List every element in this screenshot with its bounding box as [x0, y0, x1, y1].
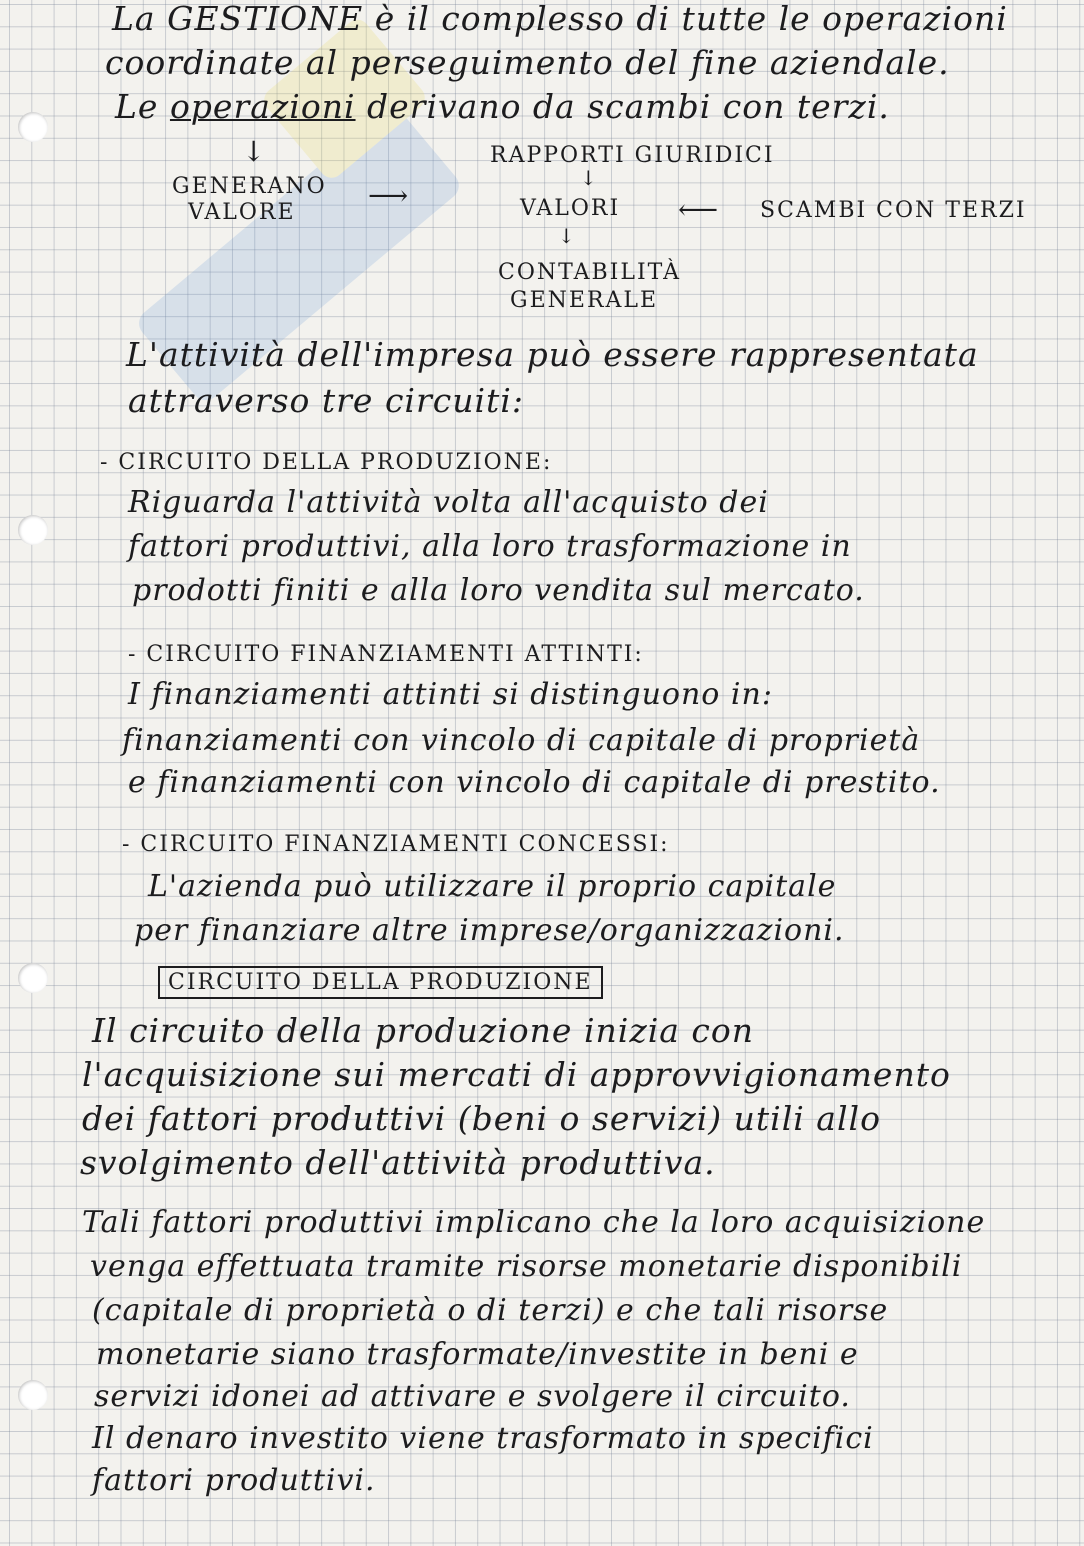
intro-text: La — [112, 0, 168, 38]
intro-line-2: coordinate al perseguimento del fine aziendale. — [105, 43, 950, 82]
rapporti-label: RAPPORTI GIURIDICI — [490, 143, 775, 168]
intro-line-1 — [112, 0, 1008, 38]
circuito-produzione-line-1: Riguarda l'attività volta all'acquisto dei — [128, 485, 769, 520]
contabilita-label: CONTABILITÀ — [498, 260, 681, 285]
circuito-produzione-line-2: fattori produttivi, alla loro trasformazione in — [128, 529, 852, 564]
body-line: venga effettuata tramite risorse monetarie disponibili — [90, 1249, 963, 1284]
circuito-concessi-heading: - CIRCUITO FINANZIAMENTI CONCESSI: — [122, 832, 670, 857]
intro-text: Le — [115, 87, 170, 126]
binder-hole — [18, 515, 48, 545]
valori-label: VALORI — [520, 196, 621, 221]
circuito-attinti-heading: - CIRCUITO FINANZIAMENTI ATTINTI: — [128, 642, 644, 667]
intro-line-3 — [115, 87, 890, 126]
circuito-produzione-line-3: prodotti finiti e alla loro vendita sul mercato. — [132, 573, 865, 608]
arrow-left-icon: ⟵ — [678, 193, 719, 226]
binder-hole — [18, 112, 48, 142]
attivita-line-1: L'attività dell'impresa può essere rappresentata — [126, 335, 979, 374]
body-line: dei fattori produttivi (beni o servizi) utili allo — [82, 1099, 881, 1138]
circuito-concessi-line-2: per finanziare altre imprese/organizzazioni. — [134, 913, 845, 948]
attivita-line-2: attraverso tre circuiti: — [128, 381, 524, 420]
intro-text: derivano da scambi con terzi. — [355, 87, 890, 126]
body-line: Il circuito della produzione inizia con — [92, 1011, 755, 1050]
circuito-concessi-line-1: L'azienda può utilizzare il proprio capitale — [148, 869, 837, 904]
circuito-attinti-line-2: finanziamenti con vincolo di capitale di proprietà — [122, 723, 921, 758]
body-line: l'acquisizione sui mercati di approvvigionamento — [82, 1055, 951, 1094]
body-line: svolgimento dell'attività produttiva. — [80, 1143, 716, 1182]
generale-label: GENERALE — [510, 288, 659, 313]
arrow-down-icon: ↓ — [558, 224, 575, 248]
body-line: (capitale di proprietà o di terzi) e che tali risorse — [92, 1293, 889, 1328]
circuito-attinti-line-3: e finanziamenti con vincolo di capitale di prestito. — [128, 765, 941, 800]
circuito-attinti-line-1: I finanziamenti attinti si distinguono in: — [128, 677, 773, 712]
valore-label: VALORE — [188, 200, 296, 225]
gestione-term: GESTIONE — [167, 0, 364, 38]
arrow-right-icon: ⟶ — [368, 179, 409, 212]
arrow-down-icon: ↓ — [580, 166, 597, 190]
body-line: Il denaro investito viene trasformato in specifici — [92, 1421, 874, 1456]
circuito-produzione-heading: - CIRCUITO DELLA PRODUZIONE: — [100, 450, 553, 475]
operazioni-term: operazioni — [169, 87, 356, 126]
body-line: Tali fattori produttivi implicano che la loro acquisizione — [82, 1205, 986, 1240]
binder-hole — [18, 963, 48, 993]
scambi-label: SCAMBI CON TERZI — [760, 198, 1027, 223]
binder-hole — [18, 1380, 48, 1410]
body-line: fattori produttivi. — [92, 1463, 376, 1498]
body-line: monetarie siano trasformate/investite in beni e — [96, 1337, 859, 1372]
generano-label: GENERANO — [172, 174, 327, 199]
arrow-down-icon: ↓ — [242, 135, 266, 168]
intro-text: è il complesso di tutte le operazioni — [363, 0, 1008, 38]
body-line: servizi idonei ad attivare e svolgere il circuito. — [94, 1379, 851, 1414]
boxed-section-title: CIRCUITO DELLA PRODUZIONE — [158, 966, 603, 999]
